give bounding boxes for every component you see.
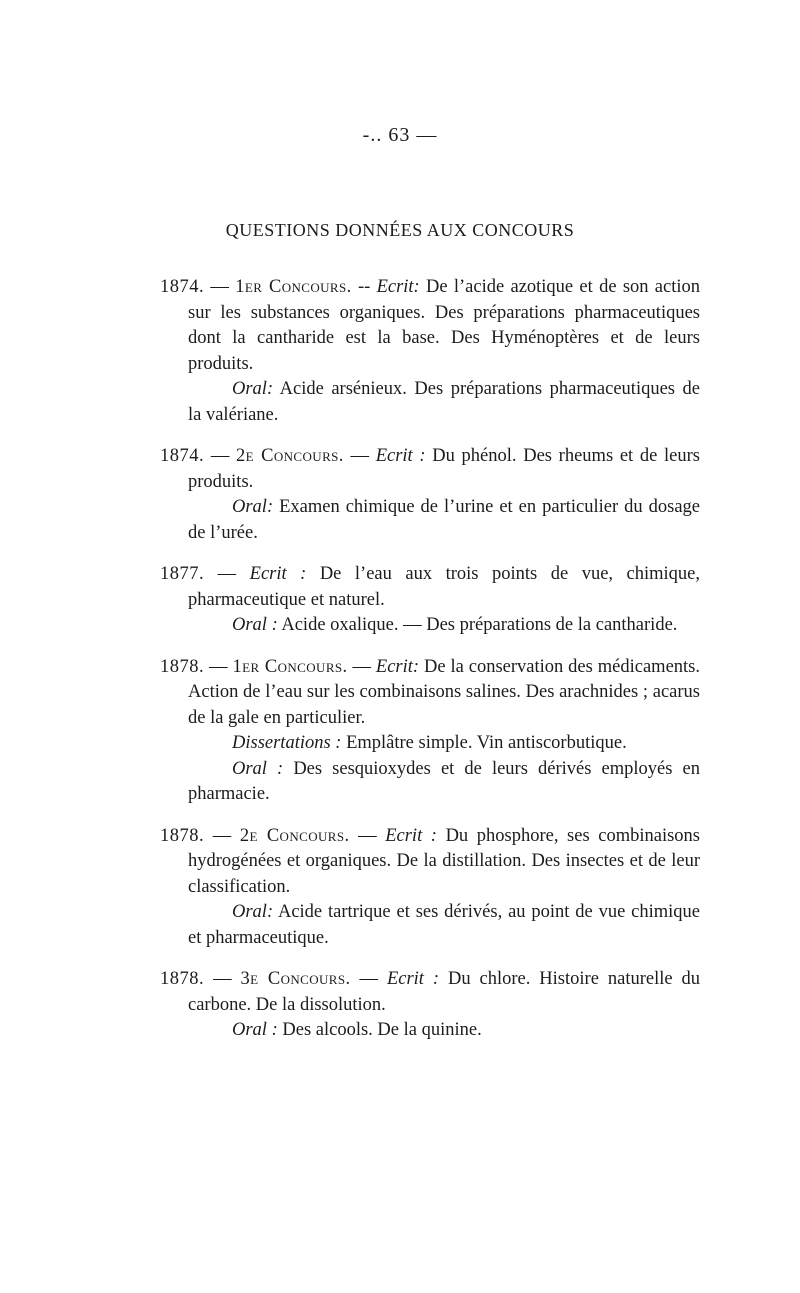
entry-concours: 2e Concours. xyxy=(239,825,350,846)
entry-text: De la conservation des médicaments. Action de l’eau sur les combinaisons salines. Des arachnides ; acarus de la gale en particulier. xyxy=(188,656,700,728)
entry-concours: 1er Concours. xyxy=(232,656,348,677)
entry-1878-third xyxy=(160,967,700,1044)
entry-concours: 1er Concours. xyxy=(235,277,352,297)
entry-sub xyxy=(160,731,700,757)
sub-label: Oral: xyxy=(232,379,274,399)
entry-dash: — xyxy=(204,446,237,466)
entry-year: 1878. xyxy=(160,825,205,846)
entry-separator: — xyxy=(347,656,376,677)
entry-sub xyxy=(160,1018,700,1044)
entry-separator: -- xyxy=(351,277,377,297)
entry-dash: — xyxy=(204,825,240,846)
entry-main xyxy=(160,967,700,1018)
entry-sub xyxy=(160,377,700,428)
entry-main xyxy=(160,275,700,377)
entry-year: 1878. xyxy=(160,969,205,989)
entry-sub xyxy=(160,613,700,639)
entry-sub xyxy=(160,495,700,546)
sub-text: Examen chimique de l’urine et en particulier du dosage de l’urée. xyxy=(188,497,700,543)
entry-text: Du chlore. Histoire naturelle du carbone. De la dissolution. xyxy=(188,969,701,1015)
entry-dash: — xyxy=(204,969,241,989)
sub-text: Acide tartrique et ses dérivés, au point de vue chimique et pharmaceutique. xyxy=(188,902,700,948)
entry-label: Ecrit : xyxy=(386,969,440,989)
entry-1878-first xyxy=(160,655,700,808)
page-heading: QUESTIONS DONNÉES AUX CONCOURS xyxy=(225,220,575,240)
page-number: -.. 63 — xyxy=(362,124,438,146)
entry-year: 1874. xyxy=(160,277,205,297)
sub-text: Des alcools. De la quinine. xyxy=(277,1020,482,1040)
entry-1874-first xyxy=(160,275,700,428)
sub-text: Des sesquioxydes et de leurs dérivés employés en pharmacie. xyxy=(188,758,700,804)
entry-dash: — xyxy=(204,277,236,297)
sub-text: Acide oxalique. — Des préparations de la cantharide. xyxy=(277,615,678,635)
entry-text: De l’eau aux trois points de vue, chimique, pharmaceutique et naturel. xyxy=(188,564,701,610)
entry-label: Ecrit : xyxy=(385,825,437,846)
entry-dash: — xyxy=(204,656,233,677)
entry-separator: — xyxy=(349,825,386,846)
entry-concours: 3e Concours. xyxy=(240,969,351,989)
sub-text: Emplâtre simple. Vin antiscorbutique. xyxy=(341,733,627,753)
entry-sub xyxy=(160,757,700,808)
entry-label: Ecrit : xyxy=(249,564,307,584)
sub-label: Oral: xyxy=(232,902,274,922)
entry-label: Ecrit : xyxy=(375,446,426,466)
entry-main xyxy=(160,562,700,613)
entry-concours: 2e Concours. xyxy=(236,446,344,466)
entry-text: De l’acide azotique et de son action sur les substances organiques. Des préparations pharmaceutiques dont la cantharide est la base. Des Hyménoptères et de leurs produits. xyxy=(188,277,701,374)
entry-label: Ecrit: xyxy=(376,277,420,297)
entry-text: Du phénol. Des rheums et de leurs produits. xyxy=(188,446,701,492)
entry-main xyxy=(160,655,700,732)
entry-year: 1874. xyxy=(160,446,205,466)
sub-label: Oral : xyxy=(232,1020,278,1040)
entry-year: 1878. xyxy=(160,656,205,677)
sub-label: Oral : xyxy=(232,758,284,779)
sub-text: Acide arsénieux. Des préparations pharmaceutiques de la valériane. xyxy=(188,379,700,425)
entry-1877 xyxy=(160,562,700,639)
entry-label: Ecrit: xyxy=(375,656,420,677)
sub-label: Oral : xyxy=(232,615,278,635)
entry-1874-second xyxy=(160,444,700,546)
entry-text: Du phosphore, ses combinaisons hydrogénées et organiques. De la distillation. Des insectes et de leur classification. xyxy=(188,825,701,897)
sub-label: Oral: xyxy=(232,497,274,517)
concours-entries xyxy=(160,275,700,1060)
entry-separator: — xyxy=(350,969,387,989)
entry-main xyxy=(160,444,700,495)
entry-year: 1877. xyxy=(160,564,205,584)
entry-sub xyxy=(160,900,700,951)
entry-1878-second xyxy=(160,824,700,952)
entry-main xyxy=(160,824,700,901)
entry-dash: — xyxy=(204,564,250,584)
entry-separator: — xyxy=(343,446,376,466)
sub-label: Dissertations : xyxy=(232,733,342,753)
